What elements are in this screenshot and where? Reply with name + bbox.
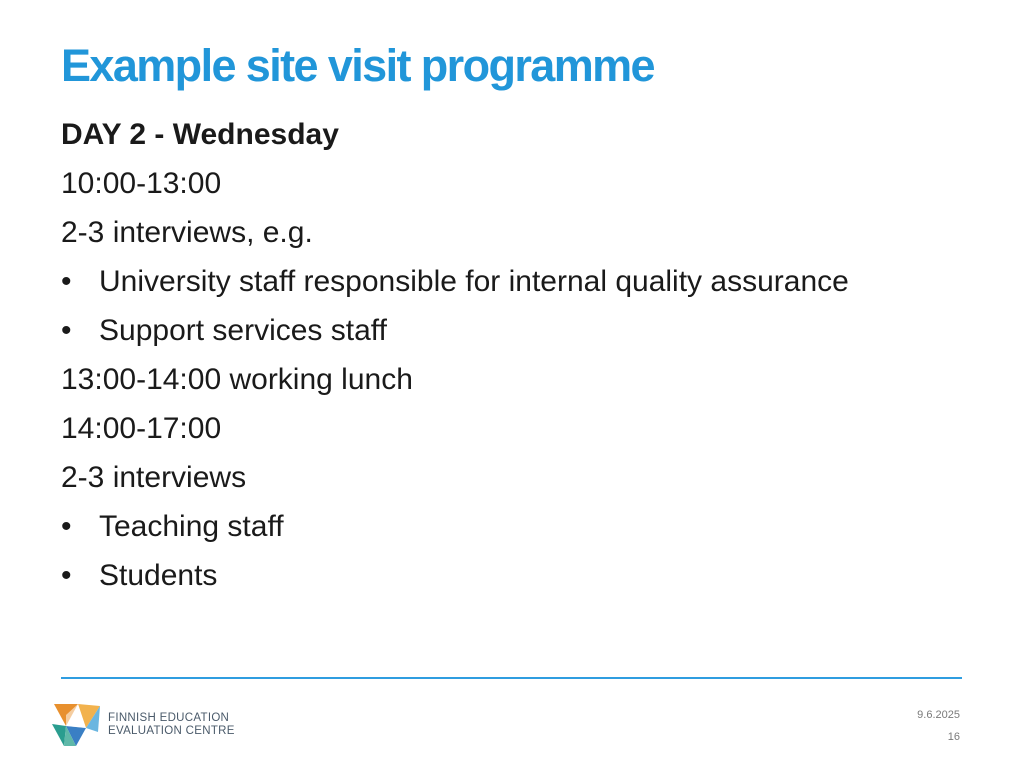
body-line bbox=[61, 208, 981, 257]
line-text: 2-3 interviews, e.g. bbox=[61, 216, 313, 249]
line-text: Students bbox=[99, 559, 218, 592]
bullet-item bbox=[61, 551, 981, 600]
line-text: 2-3 interviews bbox=[61, 461, 247, 494]
day-heading bbox=[61, 110, 981, 159]
line-text: 14:00-17:00 bbox=[61, 412, 222, 445]
footer-divider bbox=[61, 677, 962, 679]
body-line bbox=[61, 355, 981, 404]
bullet-item bbox=[61, 502, 981, 551]
logo-triangle-icon bbox=[50, 702, 102, 748]
bullet-icon: • bbox=[61, 559, 72, 592]
body-line bbox=[61, 404, 981, 453]
slide-title: Example site visit programme bbox=[61, 40, 654, 91]
line-text: 10:00-13:00 bbox=[61, 167, 222, 200]
bullet-icon: • bbox=[61, 265, 72, 298]
line-text: University staff responsible for internal quality assurance bbox=[99, 265, 849, 298]
slide-body bbox=[61, 110, 981, 600]
line-text: Teaching staff bbox=[99, 510, 284, 543]
bullet-icon: • bbox=[61, 510, 72, 543]
logo-line-1: FINNISH EDUCATION bbox=[108, 712, 230, 724]
organization-logo bbox=[50, 702, 235, 748]
body-line bbox=[61, 159, 981, 208]
bullet-item bbox=[61, 306, 981, 355]
line-text: 13:00-14:00 working lunch bbox=[61, 363, 413, 396]
line-text: Support services staff bbox=[99, 314, 387, 347]
body-line bbox=[61, 453, 981, 502]
bullet-item bbox=[61, 257, 981, 306]
bullet-icon: • bbox=[61, 314, 72, 347]
line-text: DAY 2 - Wednesday bbox=[61, 118, 339, 151]
logo-line-2: EVALUATION CENTRE bbox=[108, 725, 235, 737]
page-number: 16 bbox=[947, 731, 960, 743]
footer-date: 9.6.2025 bbox=[917, 709, 960, 721]
logo-wordmark bbox=[108, 712, 235, 738]
